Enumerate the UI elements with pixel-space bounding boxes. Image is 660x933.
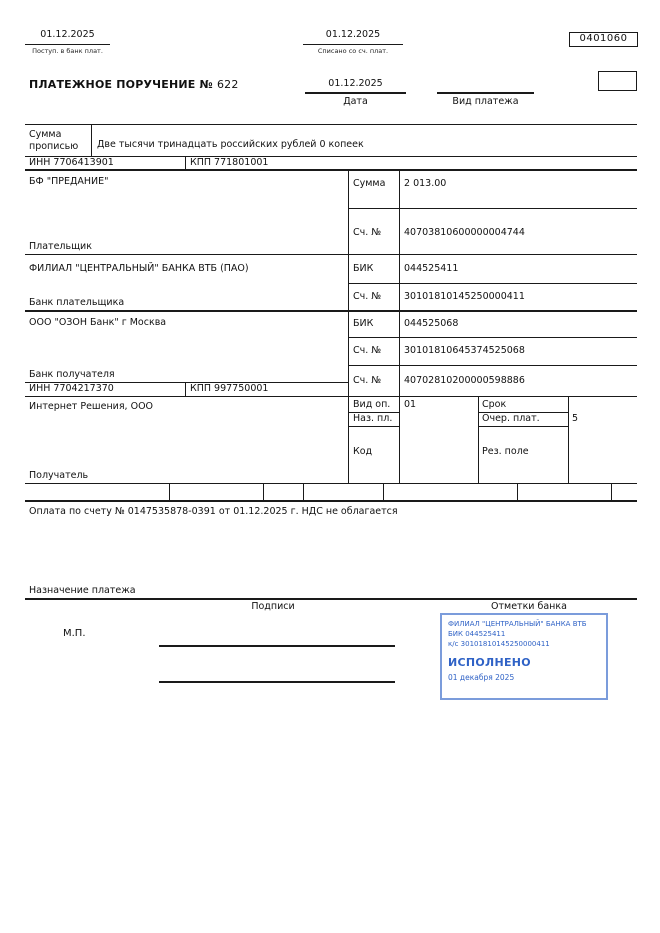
beneficiary-name: Интернет Решения, ООО bbox=[29, 401, 154, 412]
code-label: Код bbox=[353, 446, 373, 457]
document-date: 01.12.2025 bbox=[328, 78, 383, 89]
beneficiary-bank-name: ООО "ОЗОН Банк" г Москва bbox=[29, 317, 167, 328]
payer-inn: ИНН 7706413901 bbox=[29, 157, 114, 168]
priority-label: Очер. плат. bbox=[482, 413, 540, 424]
document-number: 622 bbox=[216, 78, 239, 91]
reserve-field-label: Рез. поле bbox=[482, 446, 529, 457]
payer-bank-account-value: 30101810145250000411 bbox=[404, 291, 525, 302]
document-title bbox=[29, 78, 239, 91]
beneficiary-account-label: Сч. № bbox=[353, 375, 382, 386]
amount-words-label: Сумма прописью bbox=[29, 129, 79, 152]
stamp-bik: БИК 044525411 bbox=[448, 630, 506, 638]
payer-bank-bik-value: 044525411 bbox=[404, 263, 459, 274]
payer-kpp: КПП 771801001 bbox=[190, 157, 269, 168]
signatures-label: Подписи bbox=[251, 601, 295, 612]
beneficiary-bank-bik-value: 044525068 bbox=[404, 318, 459, 329]
payment-purpose-label: Назначение платежа bbox=[29, 585, 136, 596]
amount-sum-label: Сумма bbox=[353, 178, 386, 189]
payer-label: Плательщик bbox=[29, 241, 92, 252]
date-label: Дата bbox=[343, 96, 368, 107]
payer-account-label: Сч. № bbox=[353, 227, 382, 238]
payer-name: БФ "ПРЕДАНИЕ" bbox=[29, 176, 109, 187]
debited-from-account-date: 01.12.2025 bbox=[325, 29, 381, 40]
beneficiary-bank-label: Банк получателя bbox=[29, 369, 115, 380]
term-label: Срок bbox=[482, 399, 507, 410]
payer-bank-account-label: Сч. № bbox=[353, 291, 382, 302]
payment-type-label: Вид платежа bbox=[452, 96, 519, 107]
signature-line-1 bbox=[159, 645, 395, 647]
signature-line-2 bbox=[159, 681, 395, 683]
op-type-value: 01 bbox=[404, 399, 417, 410]
document-title-text: ПЛАТЕЖНОЕ ПОРУЧЕНИЕ № bbox=[29, 78, 213, 91]
stamp-status: ИСПОЛНЕНО bbox=[448, 656, 531, 669]
payer-account-value: 40703810600000004744 bbox=[404, 227, 525, 238]
payment-type-box bbox=[598, 71, 637, 91]
beneficiary-label: Получатель bbox=[29, 470, 89, 481]
received-in-bank-label: Поступ. в банк плат. bbox=[32, 47, 103, 55]
beneficiary-bank-account-label: Сч. № bbox=[353, 345, 382, 356]
form-code-box: 0401060 bbox=[569, 32, 638, 47]
stamp-corr-account: к/с 30101810145250000411 bbox=[448, 640, 550, 648]
debited-from-account-label: Списано со сч. плат. bbox=[317, 47, 389, 55]
payer-bank-label: Банк плательщика bbox=[29, 297, 125, 308]
stamp-bank-name: ФИЛИАЛ "ЦЕНТРАЛЬНЫЙ" БАНКА ВТБ bbox=[448, 620, 587, 628]
beneficiary-bank-account-value: 30101810645374525068 bbox=[404, 345, 525, 356]
amount-sum-value: 2 013.00 bbox=[404, 178, 447, 189]
bank-marks-label: Отметки банка bbox=[491, 601, 567, 612]
stamp-place-label: М.П. bbox=[63, 628, 86, 639]
payment-purpose-text: Оплата по счету № 0147535878-0391 от 01.12.2025 г. НДС не облагается bbox=[29, 506, 398, 517]
bank-execution-stamp bbox=[440, 613, 608, 700]
payer-bank-name: ФИЛИАЛ "ЦЕНТРАЛЬНЫЙ" БАНКА ВТБ (ПАО) bbox=[29, 263, 249, 274]
beneficiary-kpp: КПП 997750001 bbox=[190, 383, 269, 394]
payer-bank-bik-label: БИК bbox=[353, 263, 374, 274]
amount-words-value: Две тысячи тринадцать российских рублей 0 копеек bbox=[97, 139, 364, 150]
received-in-bank-date: 01.12.2025 bbox=[40, 29, 95, 40]
priority-value: 5 bbox=[572, 413, 579, 424]
stamp-date: 01 декабря 2025 bbox=[448, 673, 515, 682]
beneficiary-account-value: 40702810200000598886 bbox=[404, 375, 525, 386]
beneficiary-inn: ИНН 7704217370 bbox=[29, 383, 114, 394]
op-type-label: Вид оп. bbox=[353, 399, 391, 410]
beneficiary-bank-bik-label: БИК bbox=[353, 318, 374, 329]
pay-purpose-code-label: Наз. пл. bbox=[353, 413, 393, 424]
